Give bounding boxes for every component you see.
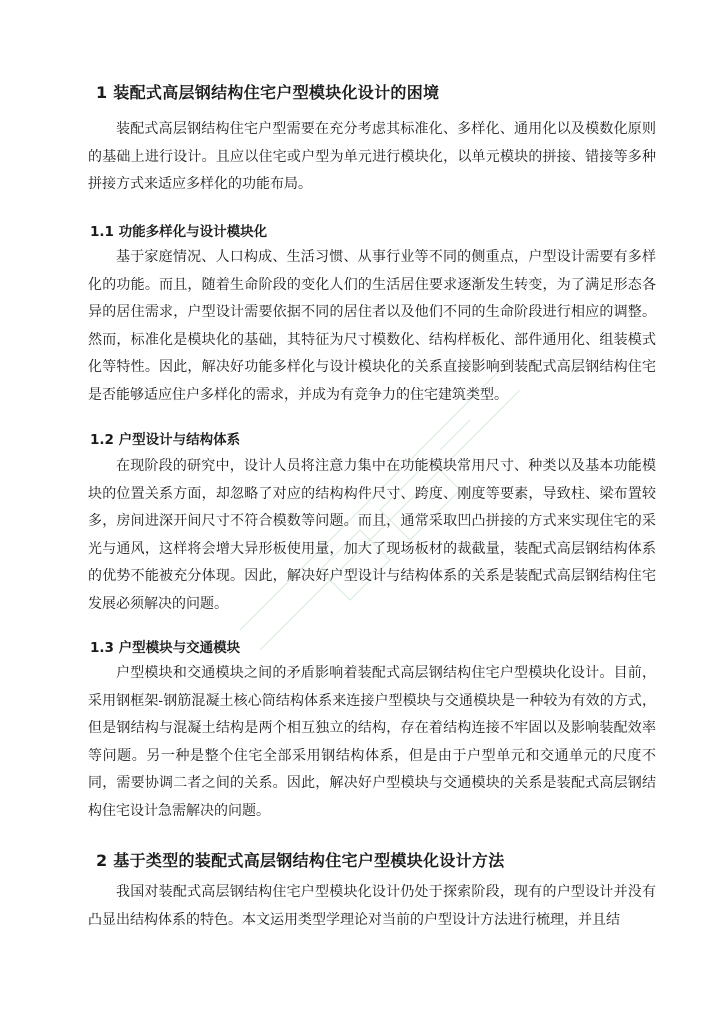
section-1-intro: 装配式高层钢结构住宅户型需要在充分考虑其标准化、多样化、通用化以及模数化原则的基础上进行设计。且应以住宅或户型为单元进行模块化，以单元模块的拼接、错接等多种拼接方式来适应多样化的功能布局。	[88, 121, 656, 192]
section-2-intro: 我国对装配式高层钢结构住宅户型模块化设计仍处于探索阶段，现有的户型设计并没有凸显出结构体系的特色。本文运用类型学理论对当前的户型设计方法进行梳理，并且结	[88, 884, 656, 928]
subsection-1-1-heading: 1.1 功能多样化与设计模块化	[90, 224, 268, 240]
section-2-heading: 2 基于类型的装配式高层钢结构住宅户型模块化设计方法	[96, 851, 505, 870]
subsection-1-2-body: 在现阶段的研究中，设计人员将注意力集中在功能模块常用尺寸、种类以及基本功能模块的位置关系方面，却忽略了对应的结构构件尺寸、跨度、刚度等要素，导致柱、梁布置较多，房间进深开间尺寸不符合模数等问题。而且，通常采取凹凸拼接的方式来实现住宅的采光与通风，这样将会增大异形板使用量，加大了现场板材的裁截量，装配式高层钢结构体系的优势不能被充分体现。因此，解决好户型设计与结构体系的关系是装配式高层钢结构住宅发展必须解决的问题。	[88, 458, 656, 612]
subsection-1-3-heading: 1.3 户型模块与交通模块	[90, 640, 241, 656]
subsection-1-1-body: 基于家庭情况、人口构成、生活习惯、从事行业等不同的侧重点，户型设计需要有多样化的功能。而且，随着生命阶段的变化人们的生活居住要求逐渐发生转变，为了满足形态各异的居住需求，户型设计需要依据不同的居住者以及他们不同的生命阶段进行相应的调整。然而，标准化是模块化的基础，其特征为尺寸模数化、结构样板化、部件通用化、组装模式化等特性。因此，解决好功能多样化与设计模块化的关系直接影响到装配式高层钢结构住宅是否能够适应住户多样化的需求，并成为有竞争力的住宅建筑类型。	[88, 249, 656, 403]
subsection-1-3-body: 户型模块和交通模块之间的矛盾影响着装配式高层钢结构住宅户型模块化设计。目前，采用钢框架-钢筋混凝土核心筒结构体系来连接户型模块与交通模块是一种较为有效的方式，但是钢结构与混凝土结构是两个相互独立的结构，存在着结构连接不牢固以及影响装配效率等问题。另一种是整个住宅全部采用钢结构体系，但是由于户型单元和交通单元的尺度不同，需要协调二者之间的关系。因此，解决好户型模块与交通模块的关系是装配式高层钢结构住宅设计急需解决的问题。	[88, 665, 656, 819]
section-1-heading: 1 装配式高层钢结构住宅户型模块化设计的困境	[96, 83, 440, 102]
subsection-1-2-heading: 1.2 户型设计与结构体系	[90, 432, 241, 448]
